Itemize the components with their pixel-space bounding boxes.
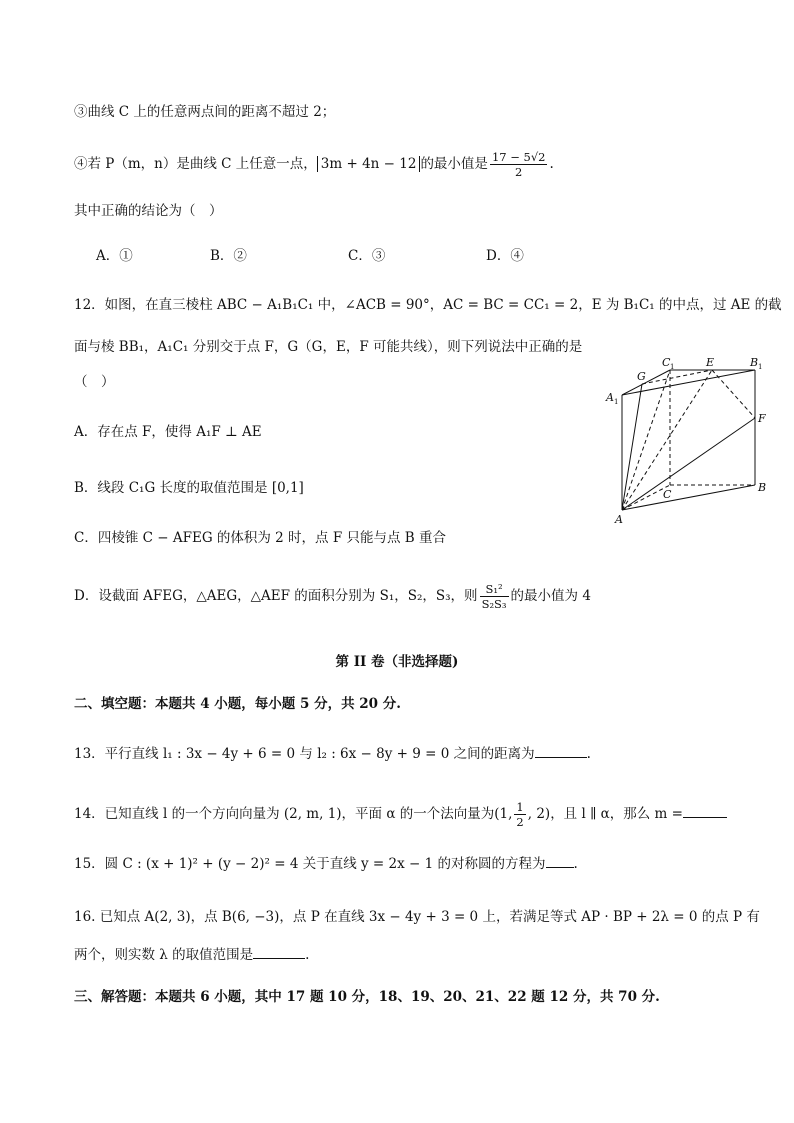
label-b1: B xyxy=(750,356,759,369)
q14-fraction xyxy=(514,800,525,829)
q12-option-b: B．线段 C₁G 长度的取值范围是 [0,1] xyxy=(74,480,304,496)
q12-answer-paren: （ ） xyxy=(74,374,115,390)
q16-line2 xyxy=(74,944,309,965)
q14 xyxy=(74,800,727,829)
edge-a1-c1 xyxy=(622,370,670,395)
q16-text: 两个，则实数 λ 的取值范围是 xyxy=(74,947,254,963)
q12-option-d-den: S₂S₃ xyxy=(481,597,507,611)
q14-post: ，且 l ∥ α，那么 m = xyxy=(550,806,683,822)
segment-e-f xyxy=(712,370,755,418)
q11-item4-fraction xyxy=(490,150,548,179)
q11-option-b: B．② xyxy=(210,248,247,264)
q13-end: . xyxy=(586,746,591,762)
label-a1: A xyxy=(606,391,614,404)
q11-option-c: C．③ xyxy=(348,248,386,264)
q11-item4-abs: 3m + 4n − 12 xyxy=(317,156,421,172)
q11-item4 xyxy=(74,150,554,179)
label-c1: C xyxy=(662,356,671,369)
q14-vec-right: , 2) xyxy=(527,806,551,822)
q16-blank xyxy=(253,944,305,959)
q11-item4-num: 17 − 5√2 xyxy=(491,150,546,164)
q12-option-d xyxy=(74,582,591,611)
q11-item3: ③曲线 C 上的任意两点间的距离不超过 2； xyxy=(74,104,336,120)
q11-item4-pre: ④若 P（m，n）是曲线 C 上任意一点， xyxy=(74,156,317,172)
q14-vec-left: (1, xyxy=(494,806,513,822)
prism-figure xyxy=(600,355,780,530)
q13-blank xyxy=(535,743,587,758)
q11-item4-end: . xyxy=(549,156,554,172)
segment-a-g xyxy=(622,384,642,510)
q11-option-d: D．④ xyxy=(486,248,524,264)
q11-item4-mid: 的最小值是 xyxy=(420,156,488,172)
part2-title: 第 II 卷（非选择题) xyxy=(335,654,459,670)
q15-blank xyxy=(546,853,574,868)
label-a1-sub: 1 xyxy=(614,398,619,406)
label-b1-sub: 1 xyxy=(758,363,763,371)
q12-stem-line1: 12．如图，在直三棱柱 ABC − A₁B₁C₁ 中，∠ACB = 90°，AC = BC = CC₁ = 2，E 为 B₁C₁ 的中点，过 AE 的截 xyxy=(74,297,782,313)
label-c: C xyxy=(663,488,672,501)
q15-end: . xyxy=(573,856,578,872)
label-a: A xyxy=(615,513,623,526)
q13 xyxy=(74,743,591,764)
segment-g-e xyxy=(642,370,712,384)
segment-a-f xyxy=(622,418,755,510)
q11-option-a: A．① xyxy=(96,248,133,264)
label-b: B xyxy=(758,481,767,494)
edge-a-b xyxy=(622,485,755,510)
q12-option-d-num: S₁² xyxy=(480,582,509,597)
q16-line1: 16. 已知点 A(2, 3)，点 B(6, −3)，点 P 在直线 3x − 4y + 3 = 0 上，若满足等式 AP · BP + 2λ = 0 的点 P 有 xyxy=(74,909,760,925)
q13-text: 13．平行直线 l₁ : 3x − 4y + 6 = 0 与 l₂ : 6x − 8y + 9 = 0 之间的距离为 xyxy=(74,746,535,762)
q16-end: . xyxy=(305,947,310,963)
q12-option-c: C．四棱锥 C − AFEG 的体积为 2 时，点 F 只能与点 B 重合 xyxy=(74,530,447,546)
q12-option-d-fraction xyxy=(480,582,509,611)
q15-text: 15．圆 C : (x + 1)² + (y − 2)² = 4 关于直线 y = 2x − 1 的对称圆的方程为 xyxy=(74,856,546,872)
q11-item4-den: 2 xyxy=(515,165,523,179)
q12-option-d-pre: D．设截面 AFEG，△AEG，△AEF 的面积分别为 S₁，S₂，S₃，则 xyxy=(74,588,478,604)
label-f: F xyxy=(758,412,766,425)
q14-blank xyxy=(683,803,727,818)
label-g: G xyxy=(637,370,646,383)
label-e: E xyxy=(706,356,715,369)
q14-frac-den: 2 xyxy=(516,815,524,829)
section3-heading: 三、解答题：本题共 6 小题，其中 17 题 10 分，18、19、20、21、22 题 12 分，共 70 分. xyxy=(74,989,660,1005)
q14-pre: 14．已知直线 l 的一个方向向量为 (2, m, 1)，平面 α 的一个法向量为 xyxy=(74,806,495,822)
q11-prompt: 其中正确的结论为（ ） xyxy=(74,203,223,219)
q14-frac-num: 1 xyxy=(516,800,524,814)
label-c1-sub: 1 xyxy=(670,363,675,371)
q12-stem-line2: 面与棱 BB₁，A₁C₁ 分别交于点 F，G（G，E，F 可能共线），则下列说法中正确的是 xyxy=(74,339,583,355)
q15 xyxy=(74,853,578,874)
q12-option-a: A．存在点 F，使得 A₁F ⊥ AE xyxy=(74,424,262,440)
section2-heading: 二、填空题：本题共 4 小题，每小题 5 分，共 20 分. xyxy=(74,696,401,712)
q12-option-d-post: 的最小值为 4 xyxy=(510,588,591,604)
